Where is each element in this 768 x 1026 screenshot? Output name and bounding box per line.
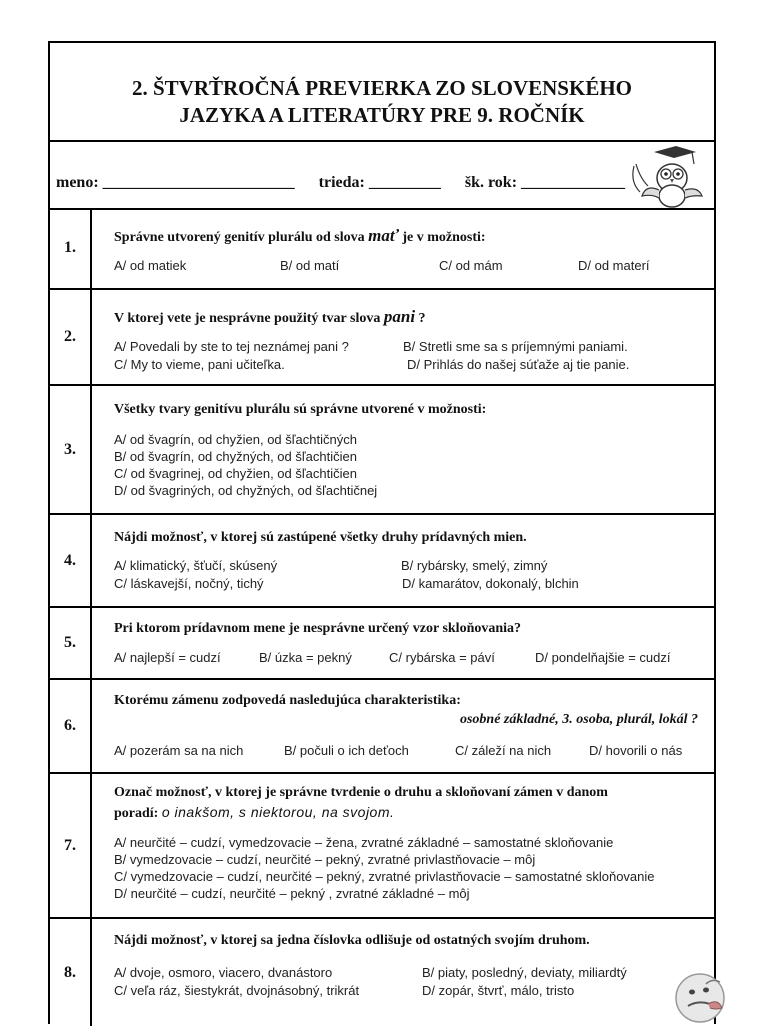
prompt-keyword: mať [368,226,399,245]
answer-option-d[interactable]: D/ Prihlás do našej súťaže aj tie panie. [407,357,630,372]
school-year-blank[interactable]: _____________ [521,174,626,191]
answer-option-b[interactable]: B/ rybársky, smelý, zimný [401,558,548,573]
name-blank[interactable]: ________________________ [102,174,295,191]
test-sheet [48,41,716,1024]
class-label: trieda: [318,174,365,191]
question-number: 3. [50,386,92,513]
question-number: 7. [50,774,92,917]
answer-option-c[interactable]: C/ veľa ráz, šiestykrát, dvojnásobný, trikrát [114,983,360,998]
answer-option-a[interactable]: A/ od švagrín, od chyžien, od šľachtičných [114,432,357,447]
title-line-2: JAZYKA A LITERATÚRY PRE 9. ROČNÍK [179,103,585,127]
student-info-row [50,140,714,210]
answer-option-b[interactable]: B/ od matí [280,258,340,273]
prompt-text: poradí: [114,806,159,821]
question-prompt: Nájdi možnosť, v ktorej sú zastúpené všetky druhy prídavných mien. [114,530,527,545]
answer-option-c[interactable]: C/ od švagrinej, od chyžien, od šľachtičien [114,466,357,481]
answer-option-b[interactable]: B/ od švagrín, od chyžných, od šľachtičien [114,449,357,464]
title-line-1: 2. ŠTVRŤROČNÁ PREVIERKA ZO SLOVENSKÉHO [131,76,632,100]
question-prompt: Označ možnosť, v ktorej je správne tvrdenie o druhu a skloňovaní zámen v danom [114,785,608,800]
answer-option-d[interactable]: D/ od švagriných, od chyžných, od šľachtičnej [114,483,378,498]
name-label: meno: [56,174,99,191]
prompt-words: o inakšom, s niektorou, na svojom. [161,804,395,820]
question-row-4 [50,515,714,608]
question-row-2 [50,290,714,386]
answer-option-d[interactable]: D/ od materí [578,258,650,273]
question-row-1 [50,208,714,290]
answer-option-c[interactable]: C/ záleží na nich [455,743,552,758]
answer-option-c[interactable]: C/ My to vieme, pani učiteľka. [114,357,285,372]
question-prompt: Nájdi možnosť, v ktorej sa jedna číslovka odlišuje od ostatných svojím druhom. [114,933,590,948]
prompt-keyword: pani [383,307,416,326]
question-prompt: Všetky tvary genitívu plurálu sú správne utvorené v možnosti: [114,402,487,417]
thinking-face-icon [668,968,732,1024]
owl-graduate-icon [626,146,706,208]
prompt-text-end: ? [418,311,426,326]
answer-option-d[interactable]: D/ kamarátov, dokonalý, blchin [402,576,579,591]
answer-option-d[interactable]: D/ pondelňajšie = cudzí [535,650,671,665]
answer-option-a[interactable]: A/ od matiek [114,258,187,273]
answer-option-c[interactable]: C/ vymedzovacie – cudzí, neurčité – pekný, zvratné privlastňovacie – samostatné skloňovanie [114,869,655,884]
question-number: 2. [50,290,92,384]
title-box [50,43,714,142]
prompt-text: V ktorej vete je nesprávne použitý tvar slova [114,311,381,326]
question-number: 5. [50,608,92,678]
answer-option-a[interactable]: A/ Povedali by ste to tej neznámej pani ? [114,339,349,354]
question-prompt [114,226,486,246]
answer-option-d[interactable]: D/ neurčité – cudzí, neurčité – pekný , zvratné základné – môj [114,886,470,901]
prompt-text: Správne utvorený genitív plurálu od slova [114,230,365,245]
question-number: 4. [50,515,92,606]
question-row-5 [50,608,714,680]
answer-option-c[interactable]: C/ rybárska = páví [389,650,495,665]
answer-option-a[interactable]: A/ najlepší = cudzí [114,650,221,665]
question-prompt: Pri ktorom prídavnom mene je nesprávne určený vzor skloňovania? [114,621,522,636]
answer-option-b[interactable]: B/ počuli o ich deťoch [284,743,409,758]
question-number: 8. [50,919,92,1026]
question-prompt: Ktorému zámenu zodpovedá nasledujúca charakteristika: [114,693,461,708]
answer-option-a[interactable]: A/ pozerám sa na nich [114,743,244,758]
question-number: 6. [50,680,92,772]
question-prompt-line-2 [114,804,394,822]
class-blank[interactable]: _________ [368,174,441,191]
answer-option-c[interactable]: C/ od mám [439,258,503,273]
question-row-3 [50,386,714,515]
question-prompt [114,307,426,327]
answer-option-d[interactable]: D/ zopár, štvrť, málo, tristo [422,983,575,998]
prompt-text-end: je v možnosti: [402,230,486,245]
answer-option-d[interactable]: D/ hovorili o nás [589,743,683,758]
answer-option-b[interactable]: B/ Stretli sme sa s príjemnými paniami. [403,339,628,354]
question-row-7 [50,774,714,919]
question-number: 1. [50,208,92,288]
answer-option-b[interactable]: B/ piaty, posledný, deviaty, miliardtý [422,965,627,980]
answer-option-a[interactable]: A/ dvoje, osmoro, viacero, dvanástoro [114,965,333,980]
answer-option-b[interactable]: B/ úzka = pekný [259,650,352,665]
question-row-6 [50,680,714,774]
characteristic-detail: osobné základné, 3. osoba, plurál, lokál ? [459,712,698,727]
answer-option-a[interactable]: A/ klimatický, šťučí, skúsený [114,558,278,573]
answer-option-c[interactable]: C/ láskavejší, nočný, tichý [114,576,264,591]
school-year-label: šk. rok: [464,174,518,191]
answer-option-a[interactable]: A/ neurčité – cudzí, vymedzovacie – žena, zvratné základné – samostatné skloňovanie [114,835,614,850]
question-row-8 [50,919,714,1026]
answer-option-b[interactable]: B/ vymedzovacie – cudzí, neurčité – pekný, zvratné privlastňovacie – môj [114,852,536,867]
